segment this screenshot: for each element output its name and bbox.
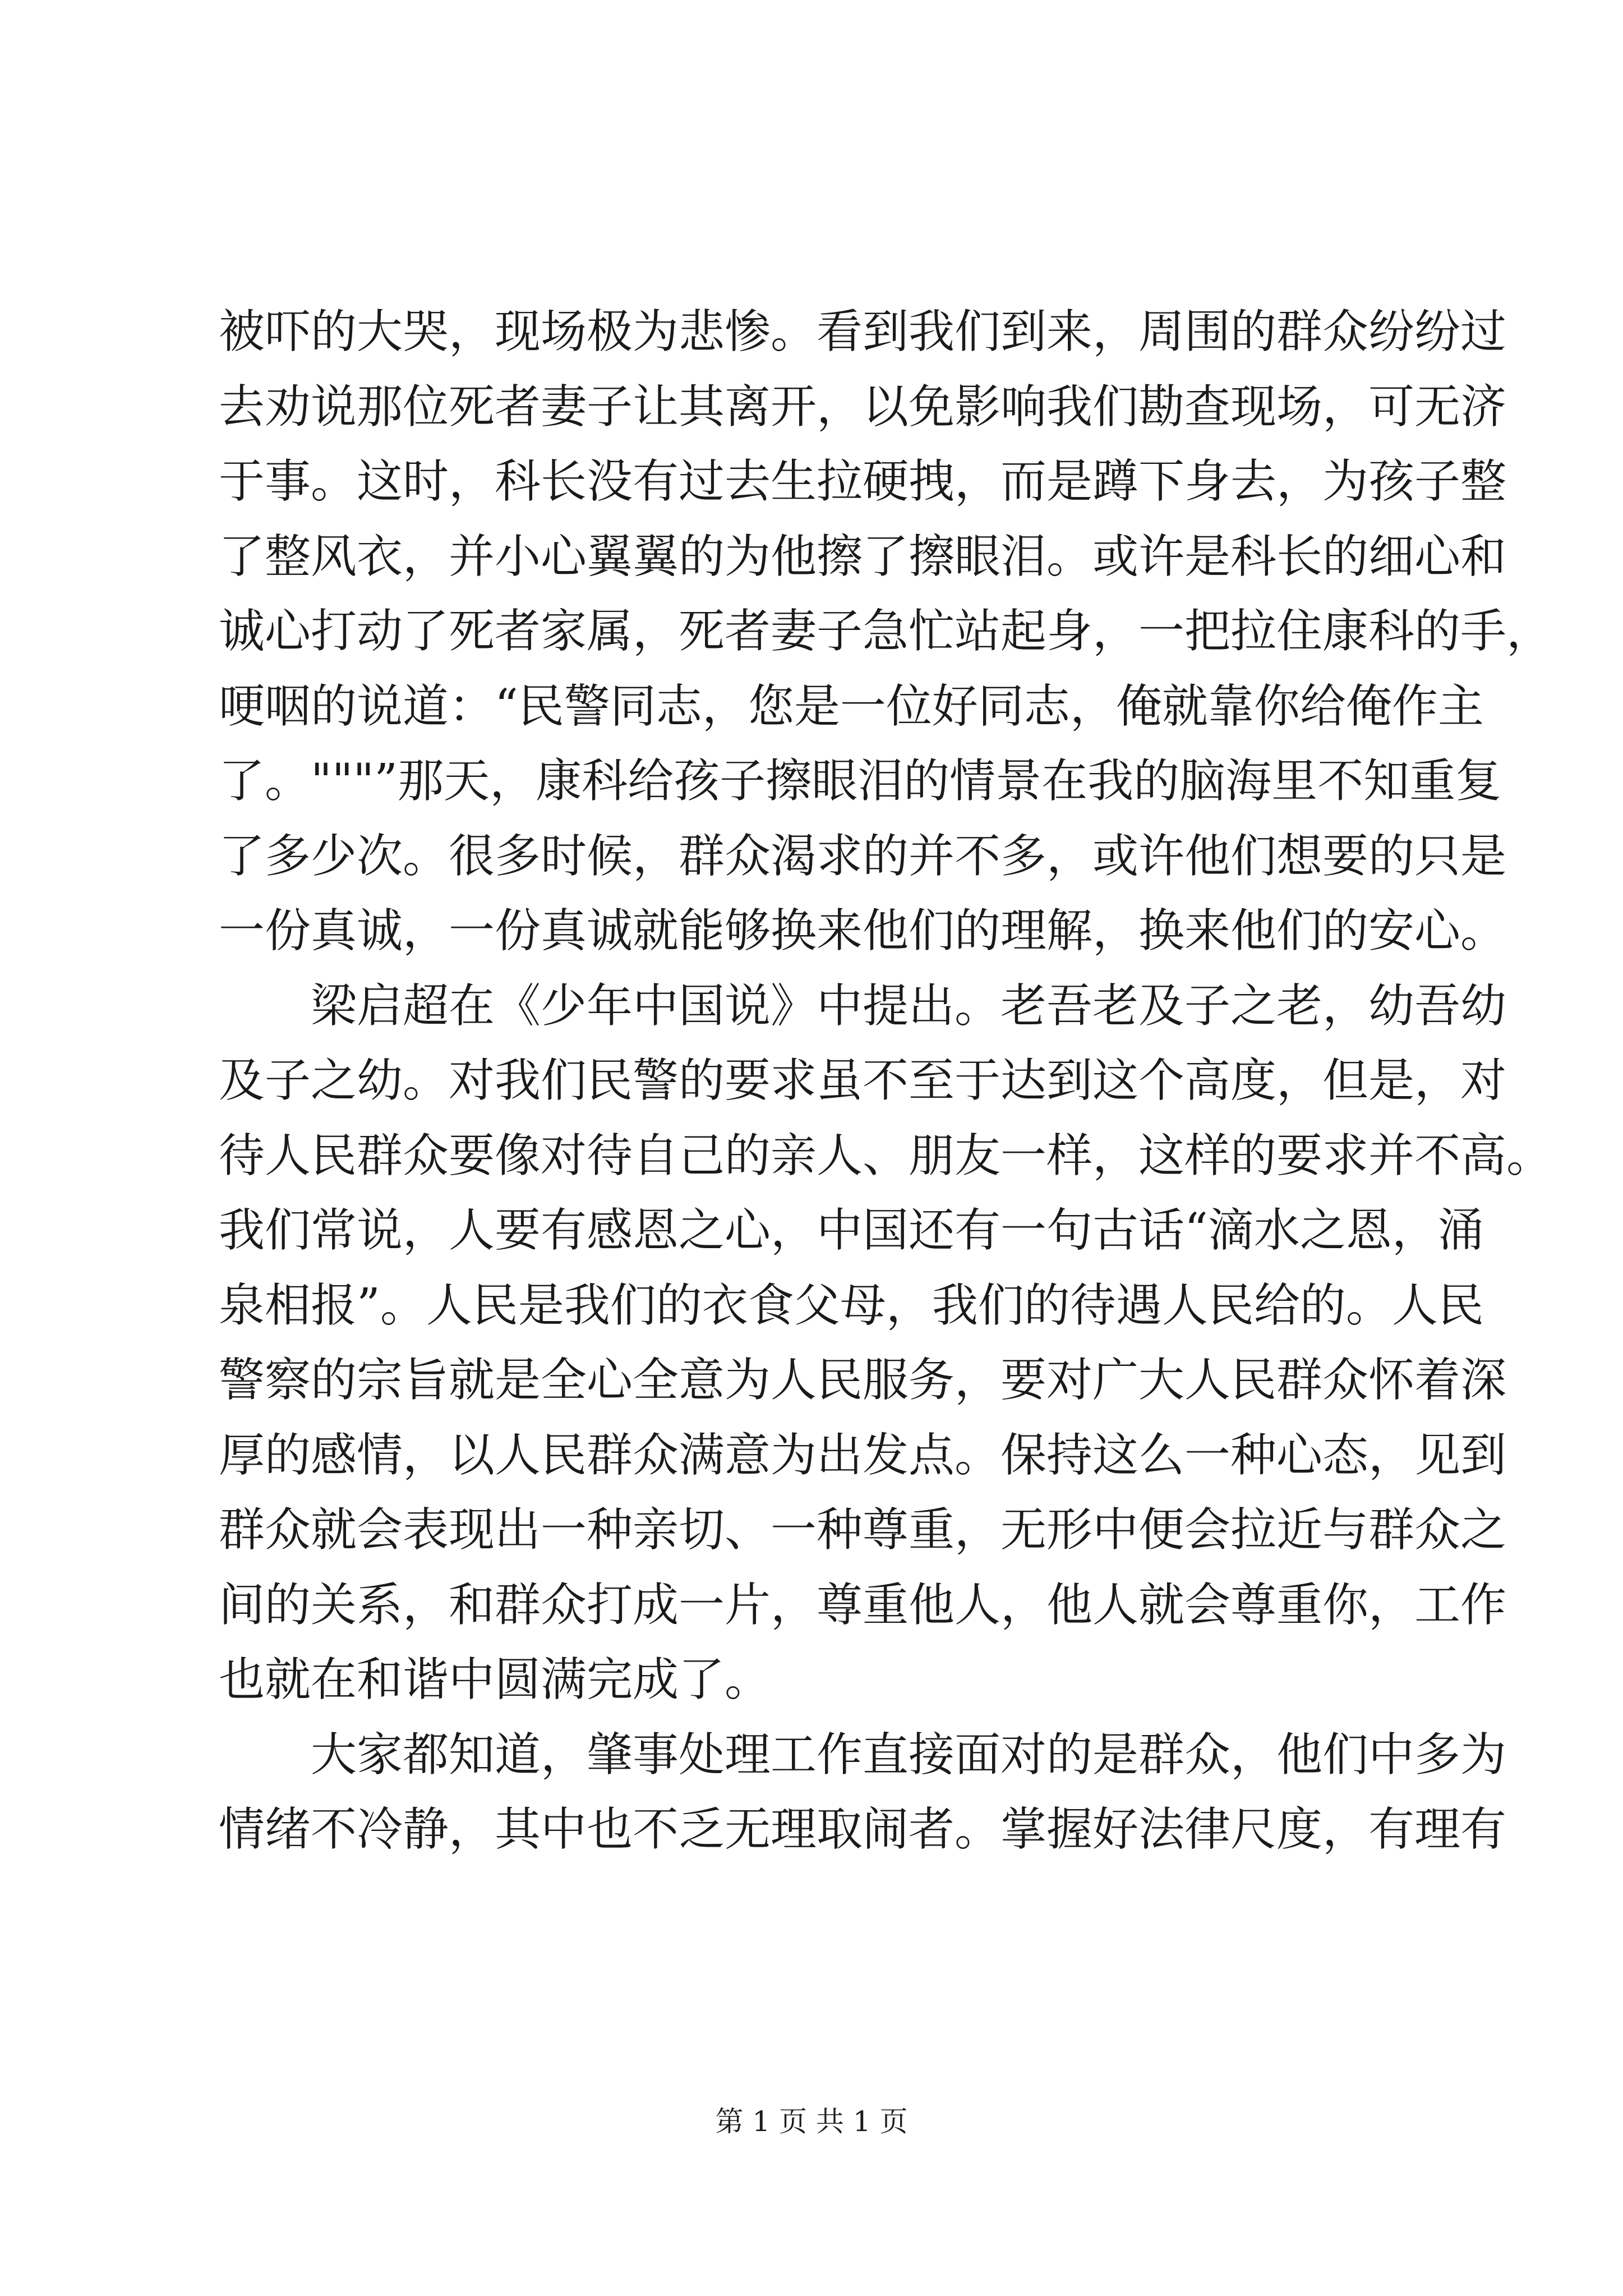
page-footer bbox=[0, 2105, 1623, 2138]
text-line: 我们常说，人要有感恩之心，中国还有一句古话“滴水之恩，涌 bbox=[219, 1204, 1484, 1257]
text-line: 了多少次。很多时候，群众渴求的并不多，或许他们想要的只是 bbox=[219, 829, 1507, 883]
text-line: 了整风衣，并小心翼翼的为他擦了擦眼泪。或许是科长的细心和 bbox=[219, 530, 1507, 583]
text-line: 去劝说那位死者妻子让其离开，以免影响我们勘查现场，可无济 bbox=[219, 380, 1507, 434]
text-line: 警察的宗旨就是全心全意为人民服务，要对广大人民群众怀着深 bbox=[219, 1354, 1507, 1407]
text-line: 厚的感情，以人民群众满意为出发点。保持这么一种心态，见到 bbox=[219, 1428, 1507, 1482]
text-line: 梁启超在《少年中国说》中提出。老吾老及子之老，幼吾幼 bbox=[311, 979, 1507, 1033]
text-line: 群众就会表现出一种亲切、一种尊重，无形中便会拉近与群众之 bbox=[219, 1503, 1507, 1557]
text-line: 于事。这时，科长没有过去生拉硬拽，而是蹲下身去，为孩子整 bbox=[219, 455, 1507, 508]
text-line: 一份真诚，一份真诚就能够换来他们的理解，换来他们的安心。 bbox=[219, 904, 1507, 958]
text-line: 诚心打动了死者家属，死者妻子急忙站起身，一把拉住康科的手， bbox=[219, 605, 1553, 658]
text-line: 被吓的大哭，现场极为悲惨。看到我们到来，周围的群众纷纷过 bbox=[219, 305, 1507, 358]
text-line: 待人民群众要像对待自己的亲人、朋友一样，这样的要求并不高。 bbox=[219, 1129, 1553, 1182]
text-line: 间的关系，和群众打成一片，尊重他人，他人就会尊重你，工作 bbox=[219, 1578, 1507, 1632]
text-line: 了。"""”那天，康科给孩子擦眼泪的情景在我的脑海里不知重复 bbox=[219, 754, 1502, 808]
text-line: 泉相报”。人民是我们的衣食父母，我们的待遇人民给的。人民 bbox=[219, 1278, 1484, 1332]
page-number-label: 第 1 页 共 1 页 bbox=[715, 2105, 908, 2138]
text-line: 及子之幼。对我们民警的要求虽不至于达到这个高度，但是，对 bbox=[219, 1054, 1507, 1107]
text-line: 哽咽的说道：“民警同志，您是一位好同志，俺就靠你给俺作主 bbox=[219, 679, 1484, 733]
text-line: 大家都知道，肇事处理工作直接面对的是群众，他们中多为 bbox=[311, 1728, 1507, 1782]
body-text bbox=[219, 295, 1553, 1867]
text-line: 情绪不冷静，其中也不乏无理取闹者。掌握好法律尺度，有理有 bbox=[219, 1803, 1507, 1856]
text-line: 也就在和谐中圆满完成了。 bbox=[219, 1653, 771, 1706]
